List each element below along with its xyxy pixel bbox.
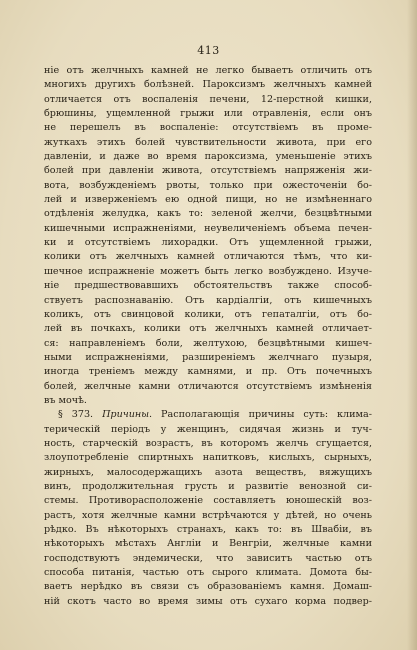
text-line: иногда треніемъ между камнями, и пр. Отъ почечныхъ <box>44 366 372 378</box>
text-line: отдѣленія желудка, какъ то: зеленой желчи, безцвѣтными <box>44 208 372 220</box>
text-line: болей при давленіи живота, отсутствіемъ напряженія жи- <box>44 165 372 177</box>
text-line: давленіи, и даже во время пароксизма, уменьшеніе этихъ <box>44 151 372 163</box>
text-line: вота, возбужденіемъ рвоты, только при ожесточеніи бо- <box>44 179 372 191</box>
text-line: жуткахъ этихъ болей чувствительности живота, при его <box>44 136 372 148</box>
text-line: господствуютъ эндемически, что зависитъ частью отъ <box>44 552 372 564</box>
section-heading-line <box>44 408 372 422</box>
text-line: ными испражненіями, разширеніемъ желчнаго пузыря, <box>44 351 372 363</box>
text-line: стемы. Противорасположеніе составляетъ юношескій воз- <box>44 495 372 507</box>
text-line: отличается отъ воспаленія печени, 12-перстной кишки, <box>44 93 372 105</box>
text-line: лей и изверженіемъ ею одной пищи, но не измѣненнаго <box>44 194 372 206</box>
text-line: ность, старческій возрастъ, въ которомъ желчь сгущается, <box>44 437 372 449</box>
text-line: коликъ, отъ свинцовой колики, отъ гепаталгіи, отъ бо- <box>44 308 372 320</box>
text-line: кишечными испражненіями, неувеличеніемъ объема печен- <box>44 222 372 234</box>
text-line: болей, желчные камни отличаются отсутствіемъ измѣненія <box>44 380 372 392</box>
section-first-line-text: Располагающія причины суть: клима- <box>161 409 372 421</box>
text-line: брюшины, ущемленной грыжи или отравленія, если онъ <box>44 108 372 120</box>
text-line: злоупотребленіе спиртныхъ напитковъ, кислыхъ, сырныхъ, <box>44 452 372 464</box>
section-heading: Причины. <box>102 409 153 421</box>
text-line: колики отъ желчныхъ камней отличаются тѣмъ, что ки- <box>44 251 372 263</box>
text-line: ніе предшествовавшихъ обстоятельствъ также способ- <box>44 280 372 292</box>
text-line: ся: направленіемъ боли, желтухою, безцвѣтными кишеч- <box>44 337 372 349</box>
text-line: способа питанія, частью отъ сырого климата. Домота бы- <box>44 567 372 579</box>
text-line: въ мочѣ. <box>44 394 87 406</box>
text-line: нѣкоторыхъ мѣстахъ Англіи и Венгріи, желчные камни <box>44 538 372 550</box>
body-text <box>44 64 372 609</box>
text-line: жирныхъ, малосодержащихъ азота веществъ, вяжущихъ <box>44 466 372 478</box>
text-line: винъ, продолжительная грусть и развитіе венозной си- <box>44 480 372 492</box>
text-line: ваетъ нерѣдко въ связи съ образованіемъ камня. Домаш- <box>44 581 372 593</box>
page-edge-shadow <box>407 0 417 650</box>
text-line: терическій періодъ у женщинъ, сидячая жизнь и туч- <box>44 423 372 435</box>
text-line: рѣдко. Въ нѣкоторыхъ странахъ, какъ то: въ Швабіи, въ <box>44 524 372 535</box>
text-line: ки и отсутствіемъ лихорадки. Отъ ущемленной грыжи, <box>44 237 372 249</box>
text-line: лей въ почкахъ, колики отъ желчныхъ камней отличает- <box>44 323 372 335</box>
text-line: растъ, хотя желчные камни встрѣчаются у дѣтей, но очень <box>44 509 372 521</box>
text-line: ній скотъ часто во время зимы отъ сухаго корма подвер- <box>44 595 372 607</box>
text-line: шечное испражненіе можетъ быть легко возбуждено. Изуче- <box>44 265 372 277</box>
page-number: 413 <box>197 44 220 57</box>
text-line: ніе отъ желчныхъ камней не легко бываетъ отличить отъ <box>44 65 372 76</box>
text-line: не перешелъ въ воспаленіе: отсутствіемъ въ проме- <box>44 122 372 134</box>
section-number: § 373. <box>58 409 94 421</box>
text-line: ствуетъ распознаванію. Отъ кардіалгіи, отъ кишечныхъ <box>44 294 372 306</box>
text-line: многихъ другихъ болѣзней. Пароксизмъ желчныхъ камней <box>44 79 372 91</box>
